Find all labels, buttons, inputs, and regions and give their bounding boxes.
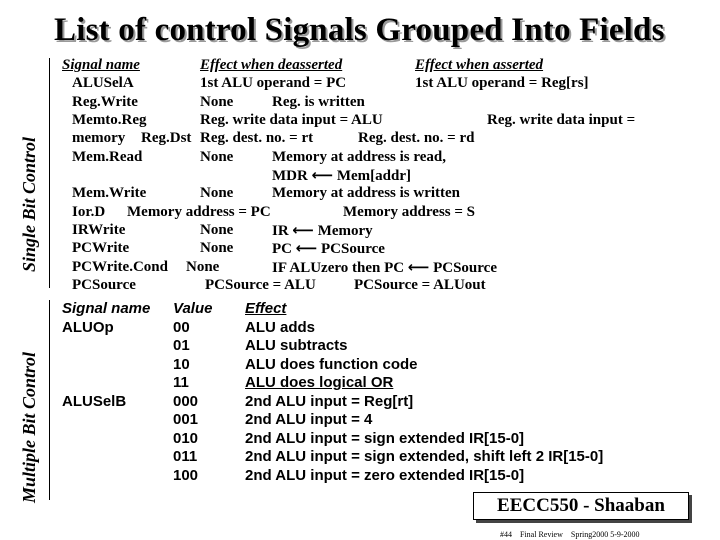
deasserted-effect: None: [200, 240, 234, 256]
value-cell: 01: [173, 337, 190, 354]
single-bit-control-label: Single Bit Control: [19, 136, 39, 272]
effect-cell: ALU subtracts: [245, 337, 348, 354]
value-cell: 00: [173, 319, 190, 336]
deasserted-effect: PCSource = ALU: [205, 277, 316, 293]
asserted-effect: Memory address = S: [343, 204, 476, 220]
asserted-effect: Memory at address is written: [272, 185, 461, 201]
header-signal-name: Signal name: [62, 300, 151, 317]
signal-name-part: Reg.Dst: [141, 130, 192, 146]
signal-name: Mem.Write: [72, 185, 147, 201]
value-cell: 11: [173, 374, 189, 391]
header-effect: Effect: [245, 300, 287, 317]
signal-name: PCWrite: [72, 240, 130, 256]
signal-name: Ior.D: [72, 204, 106, 220]
value-cell: 001: [173, 411, 199, 428]
ir-label: IR: [272, 223, 289, 239]
effect-cell: 2nd ALU input = Reg[rt]: [245, 393, 414, 410]
signal-name: PCSource: [72, 277, 136, 293]
deasserted-effect: None: [200, 94, 234, 110]
pcsource-label: PCSource: [321, 241, 385, 257]
page-title: List of control Signals Grouped Into Fields: [54, 12, 665, 48]
asserted-effect: Reg. dest. no. = rd: [358, 130, 475, 146]
signal-name: Reg.Write: [72, 94, 138, 110]
asserted-effect: [272, 258, 497, 277]
effect-cell: 2nd ALU input = 4: [245, 411, 373, 428]
asserted-effect: Reg. write data input =: [487, 112, 636, 128]
asserted-effect: 1st ALU operand = Reg[rs]: [415, 75, 589, 91]
asserted-effect: PCSource = ALUout: [354, 277, 486, 293]
deasserted-effect: 1st ALU operand = PC: [200, 75, 347, 91]
value-cell: 10: [173, 356, 190, 373]
signal-name: PCWrite.Cond: [72, 259, 168, 275]
deasserted-effect: Reg. write data input = ALU: [200, 112, 383, 128]
mdr-label: MDR: [272, 168, 308, 184]
deasserted-effect: Memory address = PC: [127, 204, 271, 220]
effect-cell: 2nd ALU input = sign extended, shift left 2 IR[15-0]: [245, 448, 604, 465]
footer-title: Final Review: [520, 530, 563, 539]
value-cell: 010: [173, 430, 199, 447]
effect-cell: ALU does function code: [245, 356, 418, 373]
deasserted-effect: None: [200, 222, 234, 238]
value-cell: 100: [173, 467, 199, 484]
divider-line-multiple: [49, 300, 50, 500]
footer-date: Spring2000 5-9-2000: [570, 530, 640, 539]
left-arrow-icon: ⟵: [292, 221, 314, 239]
value-cell: 011: [173, 448, 198, 465]
effect-cell: 2nd ALU input = zero extended IR[15-0]: [245, 467, 525, 484]
multiple-bit-control-label: Multiple Bit Control: [19, 351, 39, 503]
signal-name: Mem.Read: [72, 149, 143, 165]
left-arrow-icon: ⟵: [407, 258, 430, 276]
effect-cell: ALU does logical OR: [245, 374, 394, 391]
if-aluzero-label: IF ALUzero then PC: [272, 260, 405, 276]
asserted-effect: Memory at address is read,: [272, 149, 447, 165]
pcsource-label: PCSource: [433, 260, 497, 276]
header-value: Value: [173, 300, 213, 317]
asserted-effect: [272, 221, 373, 240]
effect-cell: 2nd ALU input = sign extended IR[15-0]: [245, 430, 525, 447]
value-cell: 000: [173, 393, 199, 410]
header-asserted: Effect when asserted: [415, 57, 544, 73]
header-signal-name: Signal name: [62, 57, 140, 73]
effect-cell: ALU adds: [245, 319, 316, 336]
deasserted-effect: None: [200, 149, 234, 165]
course-badge: EECC550 - Shaaban: [473, 492, 689, 520]
asserted-effect: [272, 239, 385, 258]
slide-footer: [500, 530, 646, 539]
signal-name: ALUSelA: [72, 75, 134, 91]
slide-number: #44: [500, 530, 512, 539]
left-arrow-icon: ⟵: [295, 239, 318, 257]
asserted-effect-line2: [272, 166, 411, 185]
asserted-effect: Reg. is written: [272, 94, 365, 110]
memory-label: Memory: [317, 223, 373, 239]
signal-name: Memto.Reg: [72, 112, 147, 128]
signal-name: IRWrite: [72, 222, 126, 238]
signal-name: ALUSelB: [62, 393, 127, 410]
signal-name: ALUOp: [62, 319, 114, 336]
divider-line-single: [49, 58, 50, 288]
deasserted-effect: Reg. dest. no. = rt: [200, 130, 314, 146]
header-deasserted: Effect when deasserted: [200, 57, 343, 73]
pc-label: PC: [272, 241, 292, 257]
left-arrow-icon: ⟵: [311, 166, 334, 184]
deasserted-effect: None: [200, 185, 234, 201]
mem-addr-label: Mem[addr]: [336, 168, 411, 184]
signal-name: memory: [72, 130, 126, 146]
deasserted-effect: None: [186, 259, 220, 275]
